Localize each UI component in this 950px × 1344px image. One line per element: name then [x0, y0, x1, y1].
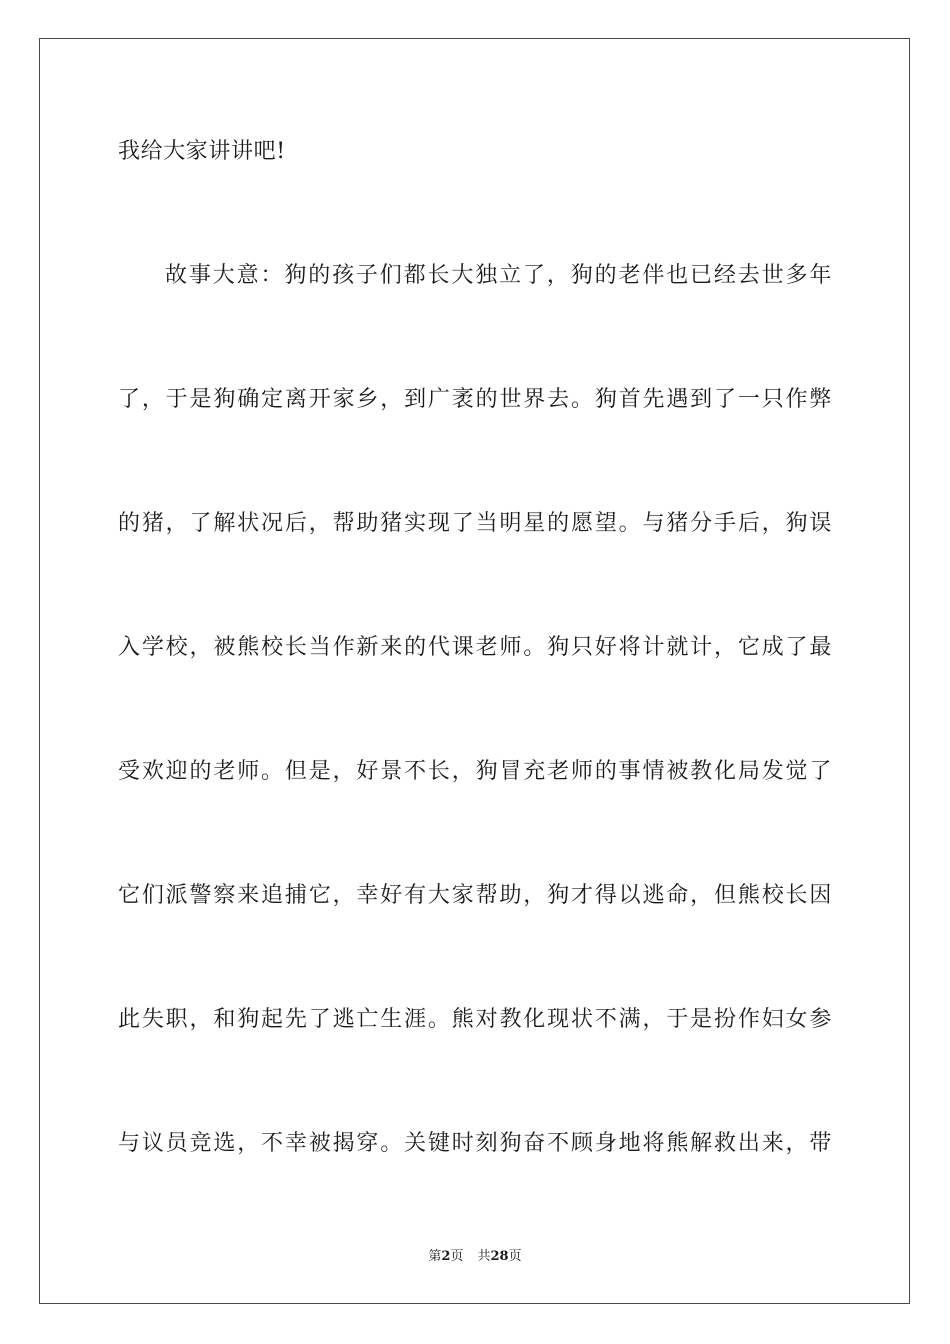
- page-prefix: 第: [428, 1249, 442, 1264]
- total-suffix: 页: [508, 1249, 522, 1264]
- paragraph-line-1: 我给大家讲讲吧!: [118, 139, 286, 164]
- paragraph-line-8: 此失职，和狗起先了逃亡生涯。熊对教化现状不满，于是扮作妇女参: [118, 1007, 832, 1032]
- page-footer: [0, 1248, 950, 1266]
- page-border: [39, 38, 910, 1304]
- total-pages: 28: [490, 1249, 509, 1264]
- paragraph-line-9: 与议员竞选，不幸被揭穿。关键时刻狗奋不顾身地将熊解救出来，带: [118, 1131, 832, 1156]
- page-number: 2: [441, 1249, 451, 1264]
- paragraph-line-7: 它们派警察来追捕它，幸好有大家帮助，狗才得以逃命，但熊校长因: [118, 883, 832, 908]
- paragraph-line-3: 了，于是狗确定离开家乡，到广袤的世界去。狗首先遇到了一只作弊: [118, 387, 832, 412]
- paragraph-line-4: 的猪，了解状况后，帮助猪实现了当明星的愿望。与猪分手后，狗误: [118, 511, 832, 536]
- paragraph-line-6: 受欢迎的老师。但是，好景不长，狗冒充老师的事情被教化局发觉了: [118, 759, 832, 784]
- total-prefix: 共: [477, 1249, 491, 1264]
- page-suffix: 页: [450, 1249, 464, 1264]
- paragraph-line-2: 故事大意：狗的孩子们都长大独立了，狗的老伴也已经去世多年: [165, 263, 832, 288]
- paragraph-line-5: 入学校，被熊校长当作新来的代课老师。狗只好将计就计，它成了最: [118, 635, 832, 660]
